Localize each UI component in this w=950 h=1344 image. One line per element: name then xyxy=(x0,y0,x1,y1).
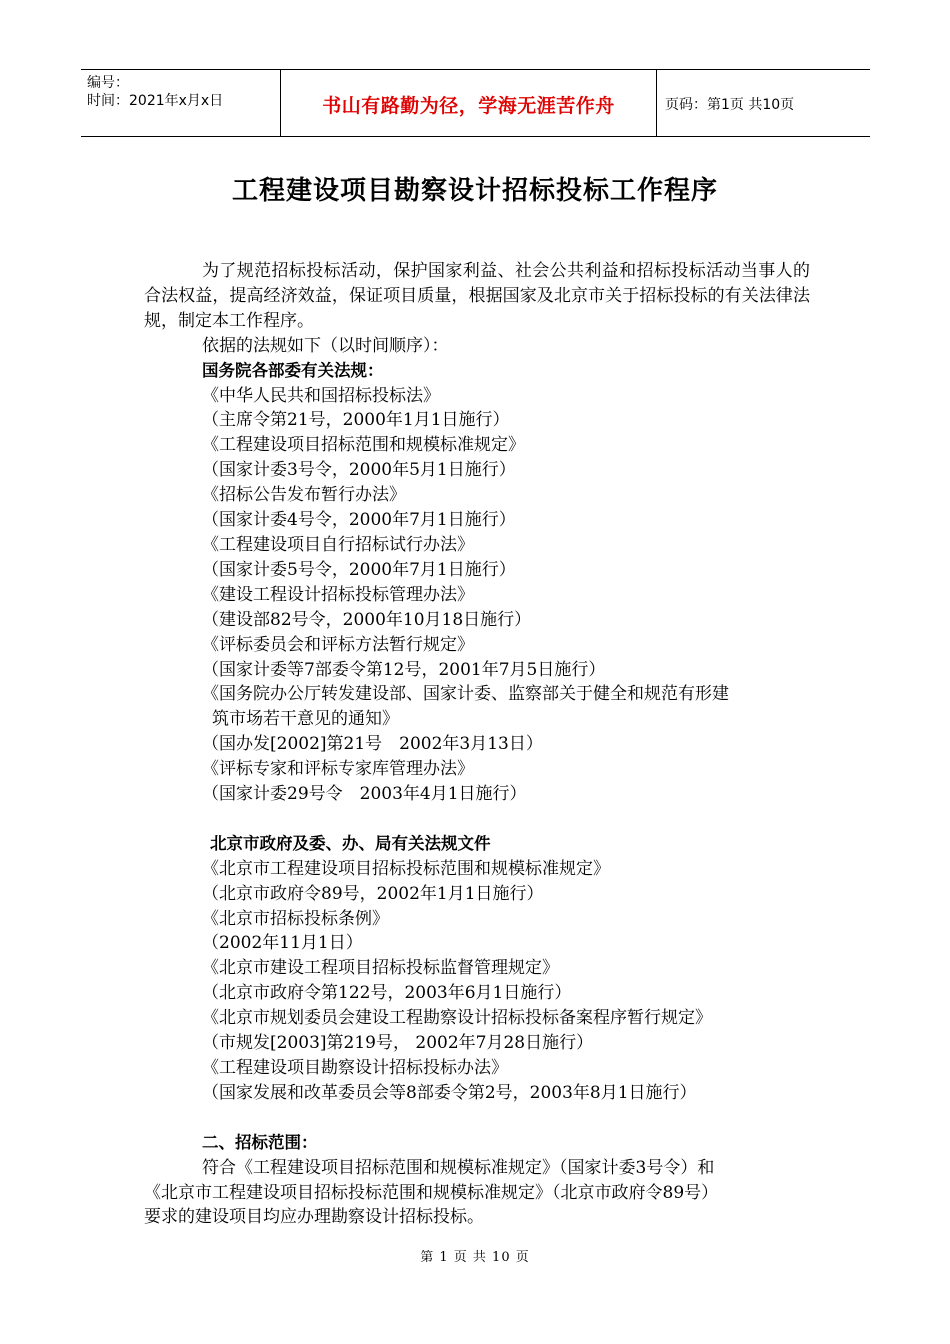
scope-line: 符合《工程建设项目招标范围和规模标准规定》（国家计委3号令）和 xyxy=(202,1157,715,1178)
beijing-law-item: 《工程建设项目勘察设计招标投标办法》 xyxy=(202,1057,508,1078)
scope-line: 《北京市工程建设项目招标投标范围和规模标准规定》（北京市政府令89号） xyxy=(144,1182,719,1203)
state-law-item: （主席令第21号，2000年1月1日施行） xyxy=(202,410,510,431)
state-law-item: （国家计委29号令 2003年4月1日施行） xyxy=(202,784,527,805)
beijing-law-item: （2002年11月1日） xyxy=(202,933,363,954)
state-law-item: 《工程建设项目自行招标试行办法》 xyxy=(202,534,474,555)
document-body xyxy=(144,259,810,1230)
state-law-item: 《工程建设项目招标范围和规模标准规定》 xyxy=(202,435,525,456)
document-header xyxy=(81,69,870,137)
beijing-law-item: （市规发[2003]第219号， 2002年7月28日施行） xyxy=(202,1033,594,1054)
basis-line: 依据的法规如下（以时间顺序）： xyxy=(202,335,449,356)
state-law-item: （国家计委5号令，2000年7月1日施行） xyxy=(202,559,516,580)
state-law-item: 《国务院办公厅转发建设部、国家计委、监察部关于健全和规范有形建 xyxy=(202,684,729,705)
header-slogan: 书山有路勤为径，学海无涯苦作舟 xyxy=(281,70,657,136)
header-meta xyxy=(81,70,281,136)
state-law-item: （国家计委3号令，2000年5月1日施行） xyxy=(202,460,516,481)
state-law-item: （建设部82号令，2000年10月18日施行） xyxy=(202,609,532,630)
number-label: 编号： xyxy=(87,75,129,91)
state-law-item: 《招标公告发布暂行办法》 xyxy=(202,485,406,506)
section-beijing-heading: 北京市政府及委、办、局有关法规文件 xyxy=(210,833,491,853)
state-law-item: 《评标委员会和评标方法暂行规定》 xyxy=(202,634,474,655)
state-law-item: 《中华人民共和国招标投标法》 xyxy=(202,385,440,406)
state-law-item: 《建设工程设计招标投标管理办法》 xyxy=(202,584,474,605)
beijing-law-item: （国家发展和改革委员会等8部委令第2号，2003年8月1日施行） xyxy=(202,1082,697,1103)
beijing-law-item: （北京市政府令89号，2002年1月1日施行） xyxy=(202,883,544,904)
document-title: 工程建设项目勘察设计招标投标工作程序 xyxy=(231,176,718,206)
header-page-info: 页码：第1页 共10页 xyxy=(665,97,795,113)
state-law-item: （国家计委等7部委令第12号，2001年7月5日施行） xyxy=(202,659,606,680)
beijing-law-item: 《北京市工程建设项目招标投标范围和规模标准规定》 xyxy=(202,858,610,879)
beijing-law-item: 《北京市规划委员会建设工程勘察设计招标投标备案程序暂行规定》 xyxy=(202,1008,712,1029)
beijing-law-item: 《北京市建设工程项目招标投标监督管理规定》 xyxy=(202,958,559,979)
state-law-item: 《评标专家和评标专家库管理办法》 xyxy=(202,759,474,780)
date-label: 时间：2021年x月x日 xyxy=(87,93,224,109)
state-law-item: （国家计委4号令，2000年7月1日施行） xyxy=(202,510,516,531)
beijing-law-item: （北京市政府令第122号，2003年6月1日施行） xyxy=(202,983,572,1004)
section-scope-heading: 二、招标范围： xyxy=(202,1132,318,1152)
scope-line: 要求的建设项目均应办理勘察设计招标投标。 xyxy=(144,1207,484,1228)
state-law-item: 筑市场若干意见的通知》 xyxy=(212,709,399,730)
state-law-item: （国办发[2002]第21号 2002年3月13日） xyxy=(202,734,543,755)
section-state-heading: 国务院各部委有关法规： xyxy=(202,360,384,380)
intro-paragraph: 为了规范招标投标活动，保护国家利益、社会公共利益和招标投标活动当事人的合法权益，提高经济效益，保证项目质量，根据国家及北京市关于招标投标的有关法律法规，制定本工作程序。 xyxy=(144,261,810,331)
beijing-law-item: 《北京市招标投标条例》 xyxy=(202,908,389,929)
page-footer: 第 1 页 共 10 页 xyxy=(420,1250,530,1265)
